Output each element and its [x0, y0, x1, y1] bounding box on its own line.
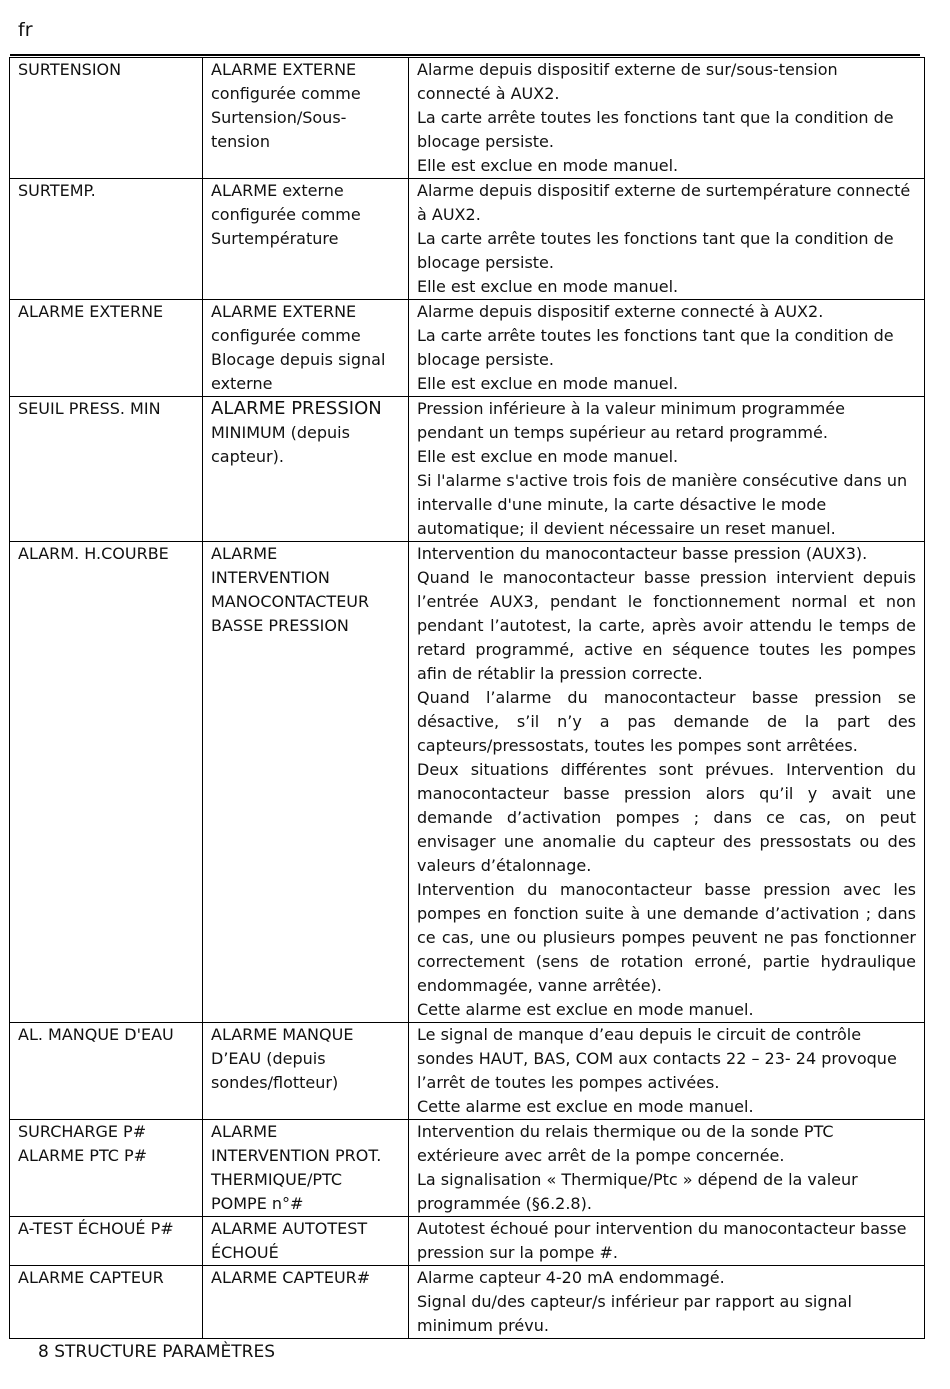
alarm-name: ALARME EXTERNE configurée comme Surtension/Sous-tension	[203, 58, 409, 179]
alarm-code: AL. MANQUE D'EAU	[10, 1023, 203, 1120]
alarm-code-line: SURCHARGE P#	[18, 1122, 147, 1141]
description-line: Alarme capteur 4-20 mA endommagé.	[417, 1268, 725, 1287]
table-row	[10, 542, 925, 1023]
description-line: La carte arrête toutes les fonctions tant que la condition de blocage persiste.	[417, 326, 894, 369]
table-row	[10, 300, 925, 397]
description-line: Signal du/des capteur/s inférieur par rapport au signal minimum prévu.	[417, 1292, 852, 1335]
alarm-description	[409, 542, 925, 1023]
alarm-code: A-TEST ÉCHOUÉ P#	[10, 1217, 203, 1266]
description-line: Cette alarme est exclue en mode manuel.	[417, 1000, 754, 1019]
description-line: Cette alarme est exclue en mode manuel.	[417, 1097, 754, 1116]
description-line: Elle est exclue en mode manuel.	[417, 156, 679, 175]
alarm-name: ALARME INTERVENTION PROT. THERMIQUE/PTC POMPE n°#	[203, 1120, 409, 1217]
alarm-name: ALARME EXTERNE configurée comme Blocage depuis signal externe	[203, 300, 409, 397]
alarm-name-emphasis: ALARME PRESSION	[211, 398, 382, 419]
alarm-name-rest: MINIMUM (depuis capteur).	[211, 423, 350, 466]
table-row	[10, 1217, 925, 1266]
description-line: Intervention du manocontacteur basse pression avec les pompes en fonction suite à une demande d’activation ; dans ce cas, une ou plusieurs pompes peuvent ne pas fonctionner correctement (sens de rotation erroné, partie hydraulique endommagée, vanne arrêtée).	[417, 880, 916, 995]
description-line: Elle est exclue en mode manuel.	[417, 277, 679, 296]
table-row	[10, 58, 925, 179]
alarm-name: ALARME externe configurée comme Surtempérature	[203, 179, 409, 300]
description-line: Quand le manocontacteur basse pression intervient depuis l’entrée AUX3, pendant le fonctionnement normal et non pendant l’autotest, la carte, après avoir attendu le temps de retard programmé, active en séquence toutes les pompes afin de rétablir la pression correcte.	[417, 568, 916, 683]
table-row	[10, 1023, 925, 1120]
alarm-code: SURTEMP.	[10, 179, 203, 300]
alarm-code: ALARME CAPTEUR	[10, 1266, 203, 1339]
description-line: Si l'alarme s'active trois fois de manière consécutive dans un intervalle d'une minute, la carte désactive le mode automatique; il devient nécessaire un reset manuel.	[417, 471, 908, 538]
alarm-table	[9, 57, 925, 1339]
description-line: La carte arrête toutes les fonctions tant que la condition de blocage persiste.	[417, 229, 894, 272]
alarm-description	[409, 300, 925, 397]
table-row	[10, 179, 925, 300]
description-line: Elle est exclue en mode manuel.	[417, 374, 679, 393]
alarm-code	[10, 1120, 203, 1217]
description-line: La carte arrête toutes les fonctions tant que la condition de blocage persiste.	[417, 108, 894, 151]
description-line: Quand l’alarme du manocontacteur basse pression se désactive, s’il n’y a pas demande de la part des capteurs/pressostats, toutes les pompes sont arrêtées.	[417, 688, 916, 755]
alarm-description	[409, 1023, 925, 1120]
table-row	[10, 1120, 925, 1217]
description-line: Le signal de manque d’eau depuis le circuit de contrôle sondes HAUT, BAS, COM aux contacts 22 – 23- 24 provoque l’arrêt de toutes les pompes activées.	[417, 1025, 897, 1092]
table-row	[10, 397, 925, 542]
alarm-code-line: ALARME PTC P#	[18, 1146, 148, 1165]
description-line: Intervention du manocontacteur basse pression (AUX3).	[417, 544, 868, 563]
alarm-description	[409, 179, 925, 300]
description-line: Alarme depuis dispositif externe de surtempérature connecté à AUX2.	[417, 181, 911, 224]
description-line: Alarme depuis dispositif externe de sur/sous-tension connecté à AUX2.	[417, 60, 838, 103]
alarm-code: SEUIL PRESS. MIN	[10, 397, 203, 542]
alarm-code: SURTENSION	[10, 58, 203, 179]
alarm-name: ALARME AUTOTEST ÉCHOUÉ	[203, 1217, 409, 1266]
alarm-description	[409, 397, 925, 542]
alarm-name: ALARME INTERVENTION MANOCONTACTEUR BASSE PRESSION	[203, 542, 409, 1023]
alarm-code: ALARM. H.COURBE	[10, 542, 203, 1023]
table-row	[10, 1266, 925, 1339]
alarm-name: ALARME CAPTEUR#	[203, 1266, 409, 1339]
description-line: Alarme depuis dispositif externe connecté à AUX2.	[417, 302, 824, 321]
alarm-name: ALARME MANQUE D’EAU (depuis sondes/flotteur)	[203, 1023, 409, 1120]
alarm-description	[409, 1120, 925, 1217]
description-line: Pression inférieure à la valeur minimum programmée pendant un temps supérieur au retard programmé.	[417, 399, 845, 442]
alarm-description	[409, 1217, 925, 1266]
description-line: La signalisation « Thermique/Ptc » dépend de la valeur programmée (§6.2.8).	[417, 1170, 858, 1213]
section-footer: 8 STRUCTURE PARAMÈTRES	[38, 1342, 275, 1362]
alarm-description	[409, 58, 925, 179]
header-rule	[10, 54, 920, 56]
description-line: Intervention du relais thermique ou de la sonde PTC extérieure avec arrêt de la pompe concernée.	[417, 1122, 834, 1165]
alarm-code: ALARME EXTERNE	[10, 300, 203, 397]
description-line: Autotest échoué pour intervention du manocontacteur basse pression sur la pompe #.	[417, 1219, 907, 1262]
description-line: Deux situations différentes sont prévues. Intervention du manocontacteur basse pression alors qu’il y avait une demande d’activation pompes ; dans ce cas, on peut envisager une anomalie du capteur des pressostats ou des valeurs d’étalonnage.	[417, 760, 916, 875]
alarm-description	[409, 1266, 925, 1339]
alarm-name	[203, 397, 409, 542]
description-line: Elle est exclue en mode manuel.	[417, 447, 679, 466]
language-code: fr	[18, 19, 33, 41]
